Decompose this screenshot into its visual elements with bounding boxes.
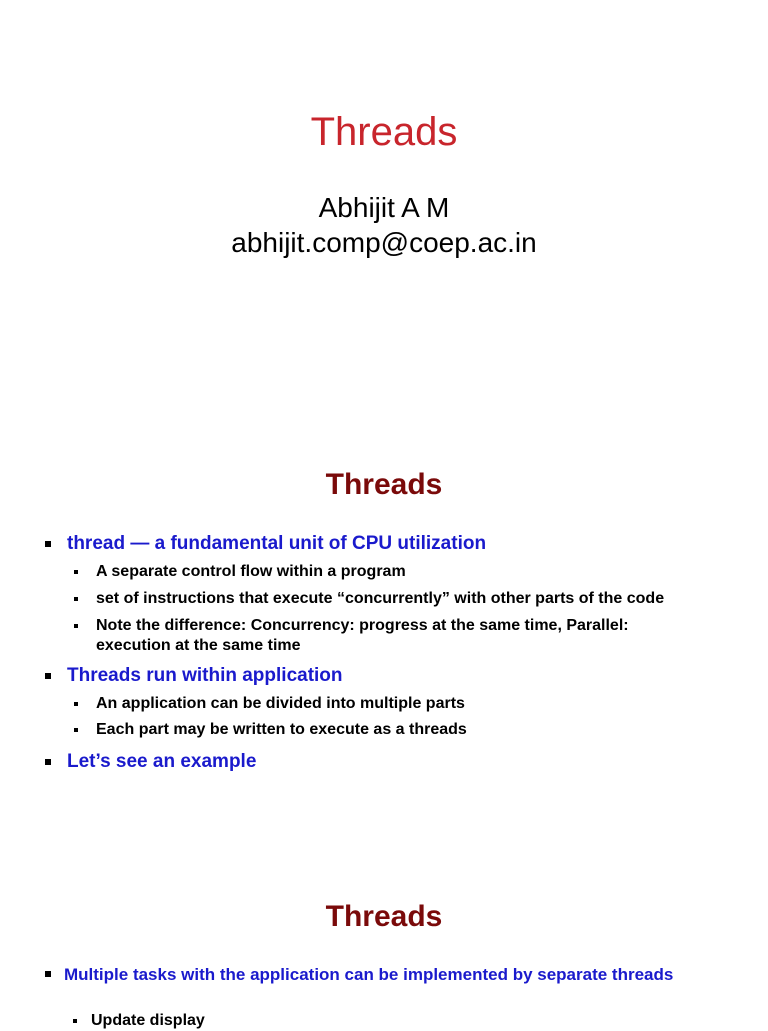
author-email: abhijit.comp@coep.ac.in: [231, 227, 537, 258]
bullet-marker: [45, 541, 51, 547]
sub-bullet-item: A separate control flow within a program: [96, 563, 406, 580]
slide3-title: Threads: [325, 900, 443, 933]
sub-bullet-item: Each part may be written to execute as a threads: [96, 721, 467, 738]
bullet-item: Multiple tasks with the application can be implemented by separate threads: [64, 965, 674, 984]
sub-bullet-item: set of instructions that execute “concurrently” with other parts of the code: [96, 590, 665, 607]
author-name: Abhijit A M: [318, 192, 450, 223]
sub-bullet-item: An application can be divided into multiple parts: [96, 695, 465, 712]
bullet-marker: [45, 759, 51, 765]
slide2-title: Threads: [325, 468, 443, 501]
bullet-item: Threads run within application: [67, 665, 343, 686]
sub-bullet-item: Update display: [91, 1012, 205, 1029]
sub-bullet-marker: [74, 624, 78, 628]
bullet-item: Let’s see an example: [67, 751, 257, 772]
sub-bullet-marker: [74, 570, 78, 574]
sub-bullet-item: Note the difference: Concurrency: progress at the same time, Parallel: execution at the same time: [96, 617, 629, 654]
sub-bullet-marker: [74, 728, 78, 732]
slide1-title: Threads: [310, 110, 458, 154]
bullet-item: thread — a fundamental unit of CPU utilization: [67, 533, 487, 554]
sub-bullet-marker: [74, 597, 78, 601]
sub-bullet-marker: [73, 1019, 77, 1023]
sub-bullet-marker: [74, 702, 78, 706]
bullet-marker: [45, 673, 51, 679]
bullet-marker: [45, 971, 51, 977]
